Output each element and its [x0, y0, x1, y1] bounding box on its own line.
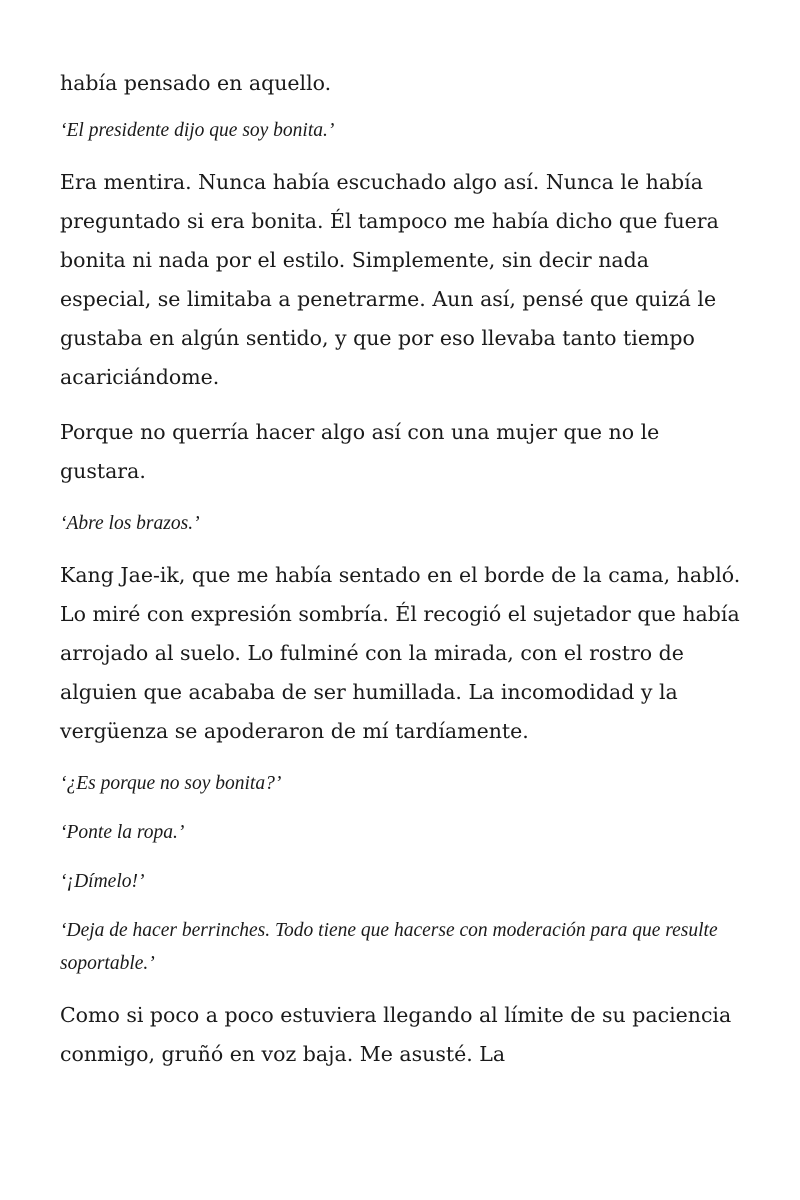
- paragraph: Kang Jae-ik, que me había sentado en el borde de la cama, habló. Lo miré con expresión sombría. Él recogió el sujetador que había arrojado al suelo. Lo fulminé con la mirada, con el rostro de alguien que acababa de ser humillada. La incomodidad y la vergüenza se apoderaron de mí tardíamente.: [60, 563, 741, 743]
- dialogue-line: ‘Ponte la ropa.’: [60, 822, 185, 843]
- book-page: [60, 64, 744, 1090]
- paragraph: Era mentira. Nunca había escuchado algo así. Nunca le había preguntado si era bonita. Él tampoco me había dicho que fuera bonita ni nada por el estilo. Simplemente, sin decir nada especial, se limitaba a penetrarme. Aun así, pensé que quizá le gustaba en algún sentido, y que por eso llevaba tanto tiempo acariciándome.: [60, 170, 719, 389]
- dialogue-line: ‘Abre los brazos.’: [60, 513, 200, 534]
- dialogue-line: ‘El presidente dijo que soy bonita.’: [60, 120, 335, 141]
- paragraph: Porque no querría hacer algo así con una mujer que no le gustara.: [60, 420, 660, 483]
- dialogue-line: ‘¿Es porque no soy bonita?’: [60, 773, 282, 794]
- paragraph: Como si poco a poco estuviera llegando al límite de su paciencia conmigo, gruñó en voz baja. Me asusté. La: [60, 1003, 732, 1066]
- dialogue-line: ‘¡Dímelo!’: [60, 871, 145, 892]
- paragraph: había pensado en aquello.: [60, 71, 332, 95]
- dialogue-line: ‘Deja de hacer berrinches. Todo tiene que hacerse con moderación para que resulte soportable.’: [60, 920, 718, 974]
